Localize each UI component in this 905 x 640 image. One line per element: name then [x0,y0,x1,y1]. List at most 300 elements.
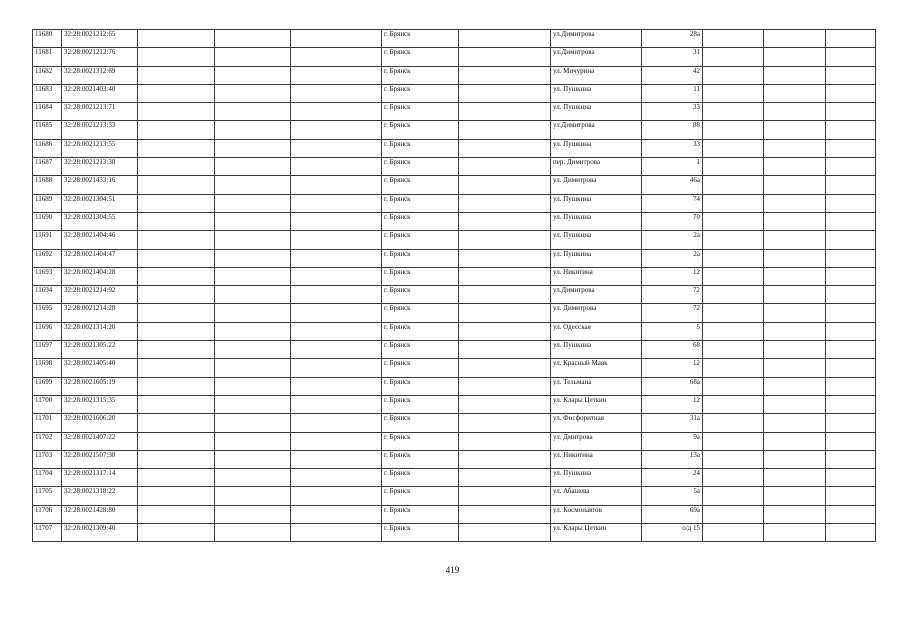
street-cell: ул. Пушкина [551,84,642,102]
city-cell: г. Брянск [382,121,459,139]
empty-cell [138,231,215,249]
house-number-cell: 72 [642,304,703,322]
empty-cell [215,286,291,304]
row-number-cell: 11687 [33,158,62,176]
empty-cell [291,48,382,66]
street-cell: ул. Пушкина [551,103,642,121]
empty-cell [764,377,826,395]
cadastral-number-cell: 32:28:0021212:65 [62,30,138,48]
house-number-cell: 2а [642,249,703,267]
empty-cell [826,194,876,212]
city-cell: г. Брянск [382,158,459,176]
row-number-cell: 11692 [33,249,62,267]
empty-cell [459,121,551,139]
empty-cell [215,249,291,267]
empty-cell [703,158,764,176]
empty-cell [215,505,291,523]
empty-cell [459,212,551,230]
house-number-cell: о/д 15 [642,524,703,542]
empty-cell [826,304,876,322]
house-number-cell: 2а [642,231,703,249]
empty-cell [138,414,215,432]
city-cell: г. Брянск [382,450,459,468]
empty-cell [459,48,551,66]
empty-cell [138,139,215,157]
empty-cell [215,469,291,487]
table-row [33,286,876,304]
street-cell: ул. Мичурина [551,66,642,84]
row-number-cell: 11700 [33,395,62,413]
city-cell: г. Брянск [382,359,459,377]
empty-cell [291,30,382,48]
empty-cell [826,377,876,395]
city-cell: г. Брянск [382,469,459,487]
table-row [33,267,876,285]
street-cell: ул. Пушкина [551,469,642,487]
empty-cell [215,341,291,359]
cadastral-number-cell: 32:28:0021214:92 [62,286,138,304]
empty-cell [215,359,291,377]
cadastral-number-cell: 32:28:0021315:35 [62,395,138,413]
table-row [33,84,876,102]
empty-cell [138,377,215,395]
empty-cell [459,267,551,285]
empty-cell [826,432,876,450]
house-number-cell: 31 [642,48,703,66]
registry-body [33,30,876,542]
house-number-cell: 24 [642,469,703,487]
row-number-cell: 11684 [33,103,62,121]
table-row [33,432,876,450]
empty-cell [703,395,764,413]
street-cell: ул. Димитрова [551,176,642,194]
city-cell: г. Брянск [382,505,459,523]
house-number-cell: 12 [642,359,703,377]
empty-cell [138,267,215,285]
empty-cell [215,231,291,249]
house-number-cell: 69а [642,505,703,523]
empty-cell [215,414,291,432]
empty-cell [764,414,826,432]
empty-cell [703,469,764,487]
street-cell: ул. Димитрова [551,304,642,322]
row-number-cell: 11707 [33,524,62,542]
empty-cell [215,432,291,450]
empty-cell [138,487,215,505]
empty-cell [826,524,876,542]
empty-cell [291,158,382,176]
empty-cell [459,84,551,102]
street-cell: ул. Пушкина [551,139,642,157]
city-cell: г. Брянск [382,524,459,542]
house-number-cell: 28а [642,30,703,48]
empty-cell [291,505,382,523]
cadastral-number-cell: 32:28:0021214:28 [62,304,138,322]
empty-cell [138,341,215,359]
empty-cell [138,194,215,212]
house-number-cell: 1 [642,158,703,176]
empty-cell [459,414,551,432]
empty-cell [764,395,826,413]
cadastral-number-cell: 32:28:0021606:20 [62,414,138,432]
empty-cell [703,341,764,359]
house-number-cell: 74 [642,194,703,212]
empty-cell [138,121,215,139]
row-number-cell: 11685 [33,121,62,139]
empty-cell [703,450,764,468]
empty-cell [459,286,551,304]
cadastral-number-cell: 32:28:0021404:28 [62,267,138,285]
empty-cell [764,469,826,487]
house-number-cell: 33 [642,103,703,121]
empty-cell [459,176,551,194]
city-cell: г. Брянск [382,304,459,322]
empty-cell [826,286,876,304]
empty-cell [459,377,551,395]
empty-cell [459,487,551,505]
city-cell: г. Брянск [382,341,459,359]
empty-cell [291,139,382,157]
row-number-cell: 11697 [33,341,62,359]
cadastral-number-cell: 32:28:0021213:71 [62,103,138,121]
city-cell: г. Брянск [382,194,459,212]
row-number-cell: 11693 [33,267,62,285]
city-cell: г. Брянск [382,322,459,340]
empty-cell [703,139,764,157]
table-row [33,194,876,212]
city-cell: г. Брянск [382,432,459,450]
empty-cell [764,432,826,450]
empty-cell [459,66,551,84]
empty-cell [703,267,764,285]
empty-cell [826,414,876,432]
empty-cell [291,414,382,432]
empty-cell [291,212,382,230]
empty-cell [459,341,551,359]
empty-cell [459,231,551,249]
empty-cell [291,432,382,450]
empty-cell [215,158,291,176]
empty-cell [459,505,551,523]
street-cell: ул. Абашева [551,487,642,505]
empty-cell [459,322,551,340]
empty-cell [459,304,551,322]
table-row [33,139,876,157]
empty-cell [826,505,876,523]
empty-cell [764,341,826,359]
city-cell: г. Брянск [382,249,459,267]
empty-cell [703,304,764,322]
empty-cell [138,395,215,413]
cadastral-number-cell: 32:28:0021213:55 [62,139,138,157]
cadastral-number-cell: 32:28:0021405:40 [62,359,138,377]
empty-cell [291,377,382,395]
empty-cell [215,450,291,468]
empty-cell [703,359,764,377]
table-row [33,176,876,194]
empty-cell [291,267,382,285]
empty-cell [703,121,764,139]
street-cell: ул. Пушкина [551,194,642,212]
house-number-cell: 68а [642,377,703,395]
house-number-cell: 88 [642,121,703,139]
empty-cell [138,432,215,450]
empty-cell [138,450,215,468]
empty-cell [703,322,764,340]
empty-cell [703,30,764,48]
empty-cell [826,395,876,413]
empty-cell [764,103,826,121]
empty-cell [138,158,215,176]
street-cell: ул. Пушкина [551,341,642,359]
empty-cell [138,66,215,84]
empty-cell [826,487,876,505]
empty-cell [291,194,382,212]
empty-cell [215,176,291,194]
empty-cell [764,212,826,230]
row-number-cell: 11683 [33,84,62,102]
street-cell: ул. Дмитрова [551,432,642,450]
empty-cell [459,30,551,48]
street-cell: ул. Клары Цеткин [551,524,642,542]
empty-cell [459,450,551,468]
cadastral-number-cell: 32:28:0021433:16 [62,176,138,194]
empty-cell [764,121,826,139]
cadastral-number-cell: 32:28:0021213:38 [62,158,138,176]
empty-cell [826,48,876,66]
row-number-cell: 11694 [33,286,62,304]
empty-cell [215,322,291,340]
street-cell: ул. Никитина [551,450,642,468]
house-number-cell: 68 [642,341,703,359]
empty-cell [826,341,876,359]
empty-cell [138,524,215,542]
empty-cell [138,505,215,523]
cadastral-number-cell: 32:28:0021404:47 [62,249,138,267]
empty-cell [764,176,826,194]
empty-cell [291,286,382,304]
empty-cell [764,84,826,102]
empty-cell [291,231,382,249]
empty-cell [138,322,215,340]
empty-cell [459,359,551,377]
street-cell: ул. Одесская [551,322,642,340]
empty-cell [764,267,826,285]
table-row [33,249,876,267]
empty-cell [138,469,215,487]
empty-cell [291,176,382,194]
row-number-cell: 11701 [33,414,62,432]
cadastral-number-cell: 32:28:0021212:76 [62,48,138,66]
street-cell: ул. Пушкина [551,249,642,267]
empty-cell [764,450,826,468]
empty-cell [291,487,382,505]
table-row [33,158,876,176]
empty-cell [764,139,826,157]
empty-cell [138,212,215,230]
house-number-cell: 11 [642,84,703,102]
cadastral-number-cell: 32:28:0021304:51 [62,194,138,212]
row-number-cell: 11704 [33,469,62,487]
empty-cell [826,66,876,84]
row-number-cell: 11686 [33,139,62,157]
row-number-cell: 11682 [33,66,62,84]
empty-cell [703,249,764,267]
row-number-cell: 11703 [33,450,62,468]
empty-cell [703,176,764,194]
empty-cell [215,121,291,139]
empty-cell [764,286,826,304]
row-number-cell: 11699 [33,377,62,395]
empty-cell [215,212,291,230]
table-row [33,341,876,359]
empty-cell [459,249,551,267]
row-number-cell: 11705 [33,487,62,505]
empty-cell [703,103,764,121]
empty-cell [764,249,826,267]
cadastral-number-cell: 32:28:0021213:33 [62,121,138,139]
empty-cell [826,158,876,176]
empty-cell [764,505,826,523]
empty-cell [826,267,876,285]
empty-cell [138,176,215,194]
city-cell: г. Брянск [382,30,459,48]
house-number-cell: 42 [642,66,703,84]
empty-cell [703,194,764,212]
empty-cell [764,66,826,84]
table-row [33,469,876,487]
street-cell: ул.Димитрова [551,121,642,139]
cadastral-number-cell: 32:28:0021407:22 [62,432,138,450]
house-number-cell: 5а [642,487,703,505]
empty-cell [291,450,382,468]
table-row [33,377,876,395]
house-number-cell: 70 [642,212,703,230]
empty-cell [764,194,826,212]
row-number-cell: 11688 [33,176,62,194]
empty-cell [215,524,291,542]
empty-cell [764,158,826,176]
empty-cell [703,524,764,542]
table-row [33,359,876,377]
street-cell: ул. Фосфоритная [551,414,642,432]
table-row [33,524,876,542]
empty-cell [826,176,876,194]
row-number-cell: 11698 [33,359,62,377]
city-cell: г. Брянск [382,48,459,66]
house-number-cell: 12 [642,267,703,285]
house-number-cell: 31а [642,414,703,432]
empty-cell [826,103,876,121]
house-number-cell: 12 [642,395,703,413]
cadastral-number-cell: 32:28:0021605:19 [62,377,138,395]
city-cell: г. Брянск [382,66,459,84]
table-row [33,66,876,84]
empty-cell [459,194,551,212]
city-cell: г. Брянск [382,176,459,194]
cadastral-number-cell: 32:28:0021312:69 [62,66,138,84]
empty-cell [764,48,826,66]
empty-cell [826,249,876,267]
empty-cell [459,524,551,542]
empty-cell [215,84,291,102]
empty-cell [826,84,876,102]
empty-cell [764,322,826,340]
empty-cell [703,212,764,230]
empty-cell [826,322,876,340]
cadastral-number-cell: 32:28:0021309:40 [62,524,138,542]
row-number-cell: 11690 [33,212,62,230]
empty-cell [459,395,551,413]
empty-cell [291,359,382,377]
table-row [33,30,876,48]
house-number-cell: 33 [642,139,703,157]
registry-sheet [32,29,875,542]
empty-cell [138,48,215,66]
street-cell: ул.Димитрова [551,30,642,48]
city-cell: г. Брянск [382,103,459,121]
cadastral-number-cell: 32:28:0021404:46 [62,231,138,249]
registry-table [32,29,876,542]
table-row [33,231,876,249]
table-row [33,450,876,468]
house-number-cell: 13а [642,450,703,468]
empty-cell [703,377,764,395]
street-cell: ул. Тельмана [551,377,642,395]
empty-cell [826,212,876,230]
empty-cell [138,286,215,304]
empty-cell [215,139,291,157]
empty-cell [459,158,551,176]
street-cell: ул. Космонавтов [551,505,642,523]
table-row [33,103,876,121]
empty-cell [291,395,382,413]
empty-cell [138,359,215,377]
city-cell: г. Брянск [382,267,459,285]
street-cell: ул. Никитина [551,267,642,285]
empty-cell [291,66,382,84]
row-number-cell: 11702 [33,432,62,450]
empty-cell [459,469,551,487]
empty-cell [215,267,291,285]
cadastral-number-cell: 32:28:0021305:22 [62,341,138,359]
house-number-cell: 72 [642,286,703,304]
empty-cell [215,48,291,66]
empty-cell [764,359,826,377]
city-cell: г. Брянск [382,84,459,102]
empty-cell [215,487,291,505]
city-cell: г. Брянск [382,139,459,157]
empty-cell [291,84,382,102]
empty-cell [291,121,382,139]
empty-cell [703,505,764,523]
page-number: 419 [445,565,460,575]
empty-cell [459,139,551,157]
empty-cell [138,30,215,48]
row-number-cell: 11680 [33,30,62,48]
city-cell: г. Брянск [382,377,459,395]
empty-cell [703,66,764,84]
empty-cell [703,487,764,505]
empty-cell [826,231,876,249]
empty-cell [138,249,215,267]
city-cell: г. Брянск [382,231,459,249]
empty-cell [703,48,764,66]
table-row [33,505,876,523]
street-cell: ул. Красный Маяк [551,359,642,377]
table-row [33,212,876,230]
empty-cell [138,84,215,102]
